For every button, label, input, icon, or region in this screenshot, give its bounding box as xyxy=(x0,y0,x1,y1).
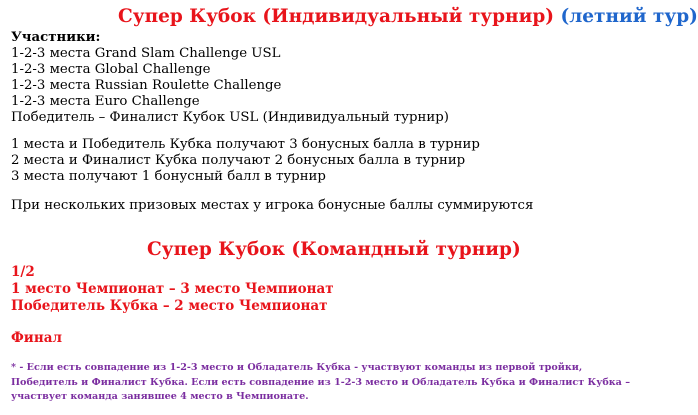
individual-title xyxy=(118,6,698,27)
bonus-sum-note: При нескольких призовых местах у игрока бонусные баллы суммируются xyxy=(11,198,534,213)
participants-label: Участники: xyxy=(11,30,101,45)
participant-line: 1-2-3 места Grand Slam Challenge USL xyxy=(11,46,281,61)
bonus-line: 3 места получают 1 бонусный балл в турнир xyxy=(11,169,326,184)
team-title: Супер Кубок (Командный турнир) xyxy=(147,239,521,260)
participant-line: 1-2-3 места Euro Challenge xyxy=(11,94,200,109)
semifinal-label: 1/2 xyxy=(11,264,35,280)
participants-block xyxy=(11,30,449,126)
bonus-line: 2 места и Финалист Кубка получают 2 бонусных балла в турнир xyxy=(11,153,466,168)
individual-title-season: (летний тур) xyxy=(560,6,698,27)
bonus-line: 1 места и Победитель Кубка получают 3 бонусных балла в турнир xyxy=(11,137,480,152)
final-label: Финал xyxy=(11,330,62,346)
individual-title-main: Супер Кубок (Индивидуальный турнир) xyxy=(118,6,555,27)
bonus-block xyxy=(11,137,480,185)
footnote: * - Если есть совпадение из 1-2-3 место и Обладатель Кубка - участвуют команды из первой тройки, Победитель и Финалист Кубка. Если есть совпадение из 1-2-3 место и Обладатель Кубка и Финалист Кубка – участвует команда занявшее 4 место в Чемпионате. xyxy=(11,362,631,402)
participant-line: 1-2-3 места Global Challenge xyxy=(11,62,211,77)
participant-line: Победитель – Финалист Кубок USL (Индивидуальный турнир) xyxy=(11,110,449,125)
participant-line: 1-2-3 места Russian Roulette Challenge xyxy=(11,78,282,93)
semifinal-pair: Победитель Кубка – 2 место Чемпионат xyxy=(11,298,328,314)
semifinal-pair: 1 место Чемпионат – 3 место Чемпионат xyxy=(11,281,334,297)
